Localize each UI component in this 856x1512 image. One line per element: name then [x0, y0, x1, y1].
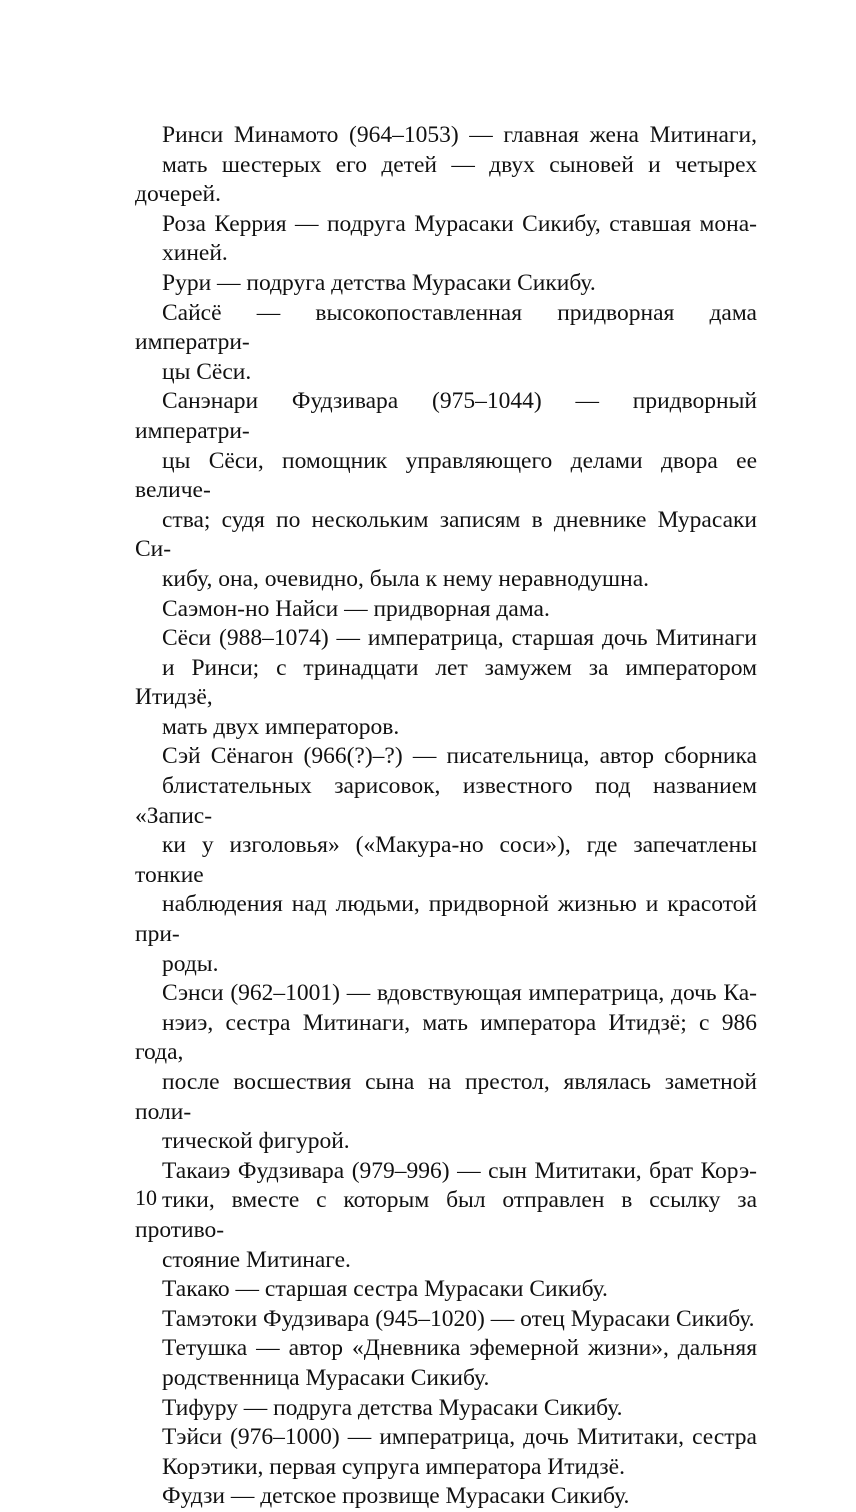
entry-line: Сэй Сёнагон (966(?)–?) — писательница, автор сборника: [162, 743, 757, 770]
entry-line: хиней.: [162, 240, 228, 267]
entry-line: Сэнси (962–1001) — вдовствующая императрица, дочь Ка-: [162, 980, 757, 1007]
entry-line: Тифуру — подруга детства Мурасаки Сикибу.: [162, 1394, 623, 1421]
glossary-entry: [135, 387, 757, 594]
glossary-entry: [135, 210, 757, 269]
glossary-entry: [135, 1334, 757, 1393]
glossary-text: [135, 121, 757, 1512]
glossary-entry: [135, 979, 757, 1157]
entry-line: Тетушка — автор «Дневника эфемерной жизни», дальняя: [162, 1335, 757, 1362]
entry-line: Сёси (988–1074) — императрица, старшая дочь Митинаги: [162, 625, 757, 652]
glossary-entry: [135, 1423, 757, 1482]
entry-line: ства; судя по нескольким записям в дневнике Мурасаки Си-: [135, 506, 757, 563]
entry-line: Санэнари Фудзивара (975–1044) — придворный императри-: [135, 388, 757, 444]
entry-line: Ринси Минамото (964–1053) — главная жена Митинаги,: [162, 122, 757, 148]
entry-line: стояние Митинаге.: [162, 1246, 351, 1273]
entry-line: Тэйси (976–1000) — императрица, дочь Мититаки, сестра: [162, 1424, 757, 1451]
entry-line: цы Сёси, помощник управляющего делами двора ее величе-: [135, 447, 757, 504]
entry-line: Корэтики, первая супруга императора Итидзё.: [162, 1453, 625, 1480]
entry-line: Роза Керрия — подруга Мурасаки Сикибу, ставшая мона-: [162, 210, 757, 237]
entry-line: роды.: [162, 950, 219, 977]
entry-line: тики, вместе с которым был отправлен в ссылку за противо-: [135, 1187, 757, 1243]
entry-line: после восшествия сына на престол, являлась заметной поли-: [135, 1069, 757, 1125]
entry-line: наблюдения над людьми, придворной жизнью и красотой при-: [135, 891, 757, 948]
entry-line: ки у изголовья» («Макура-но соси»), где запечатлены тонкие: [135, 832, 757, 888]
glossary-entry: [135, 299, 757, 388]
glossary-entry: [135, 121, 757, 210]
entry-line: мать двух императоров.: [162, 713, 400, 740]
glossary-entry: [135, 595, 757, 625]
page-number: 10: [135, 1185, 157, 1210]
glossary-entry: [135, 1275, 757, 1305]
entry-line: тической фигурой.: [162, 1128, 350, 1155]
entry-line: нэиэ, сестра Митинаги, мать императора Итидзё; с 986 года,: [135, 1009, 757, 1066]
entry-line: кибу, она, очевидно, была к нему неравнодушна.: [162, 565, 649, 592]
glossary-entry: [135, 1482, 757, 1512]
entry-line: Рури — подруга детства Мурасаки Сикибу.: [162, 269, 596, 296]
glossary-entry: [135, 269, 757, 299]
entry-line: родственница Мурасаки Сикибу.: [162, 1364, 490, 1391]
entry-line: цы Сёси.: [162, 358, 252, 385]
entry-line: Тамэтоки Фудзивара (945–1020) — отец Мурасаки Сикибу.: [162, 1305, 755, 1332]
entry-line: и Ринси; с тринадцати лет замужем за императором Итидзё,: [135, 654, 757, 711]
glossary-entry: [135, 1157, 757, 1275]
glossary-entry: [135, 1394, 757, 1424]
entry-line: Такако — старшая сестра Мурасаки Сикибу.: [162, 1276, 608, 1303]
entry-line: блистательных зарисовок, известного под названием «Запис-: [135, 773, 757, 829]
entry-line: Саэмон-но Найси — придворная дама.: [162, 595, 550, 622]
entry-line: мать шестерых его детей — двух сыновей и четырех дочерей.: [135, 151, 757, 208]
entry-line: Такаиэ Фудзивара (979–996) — сын Мититаки, брат Корэ-: [162, 1157, 757, 1184]
glossary-entry: [135, 1305, 757, 1335]
entry-line: Сайсё — высокопоставленная придворная дама императри-: [135, 299, 757, 356]
entry-line: Фудзи — детское прозвище Мурасаки Сикибу.: [162, 1483, 630, 1510]
glossary-entry: [135, 624, 757, 742]
glossary-entry: [135, 742, 757, 979]
